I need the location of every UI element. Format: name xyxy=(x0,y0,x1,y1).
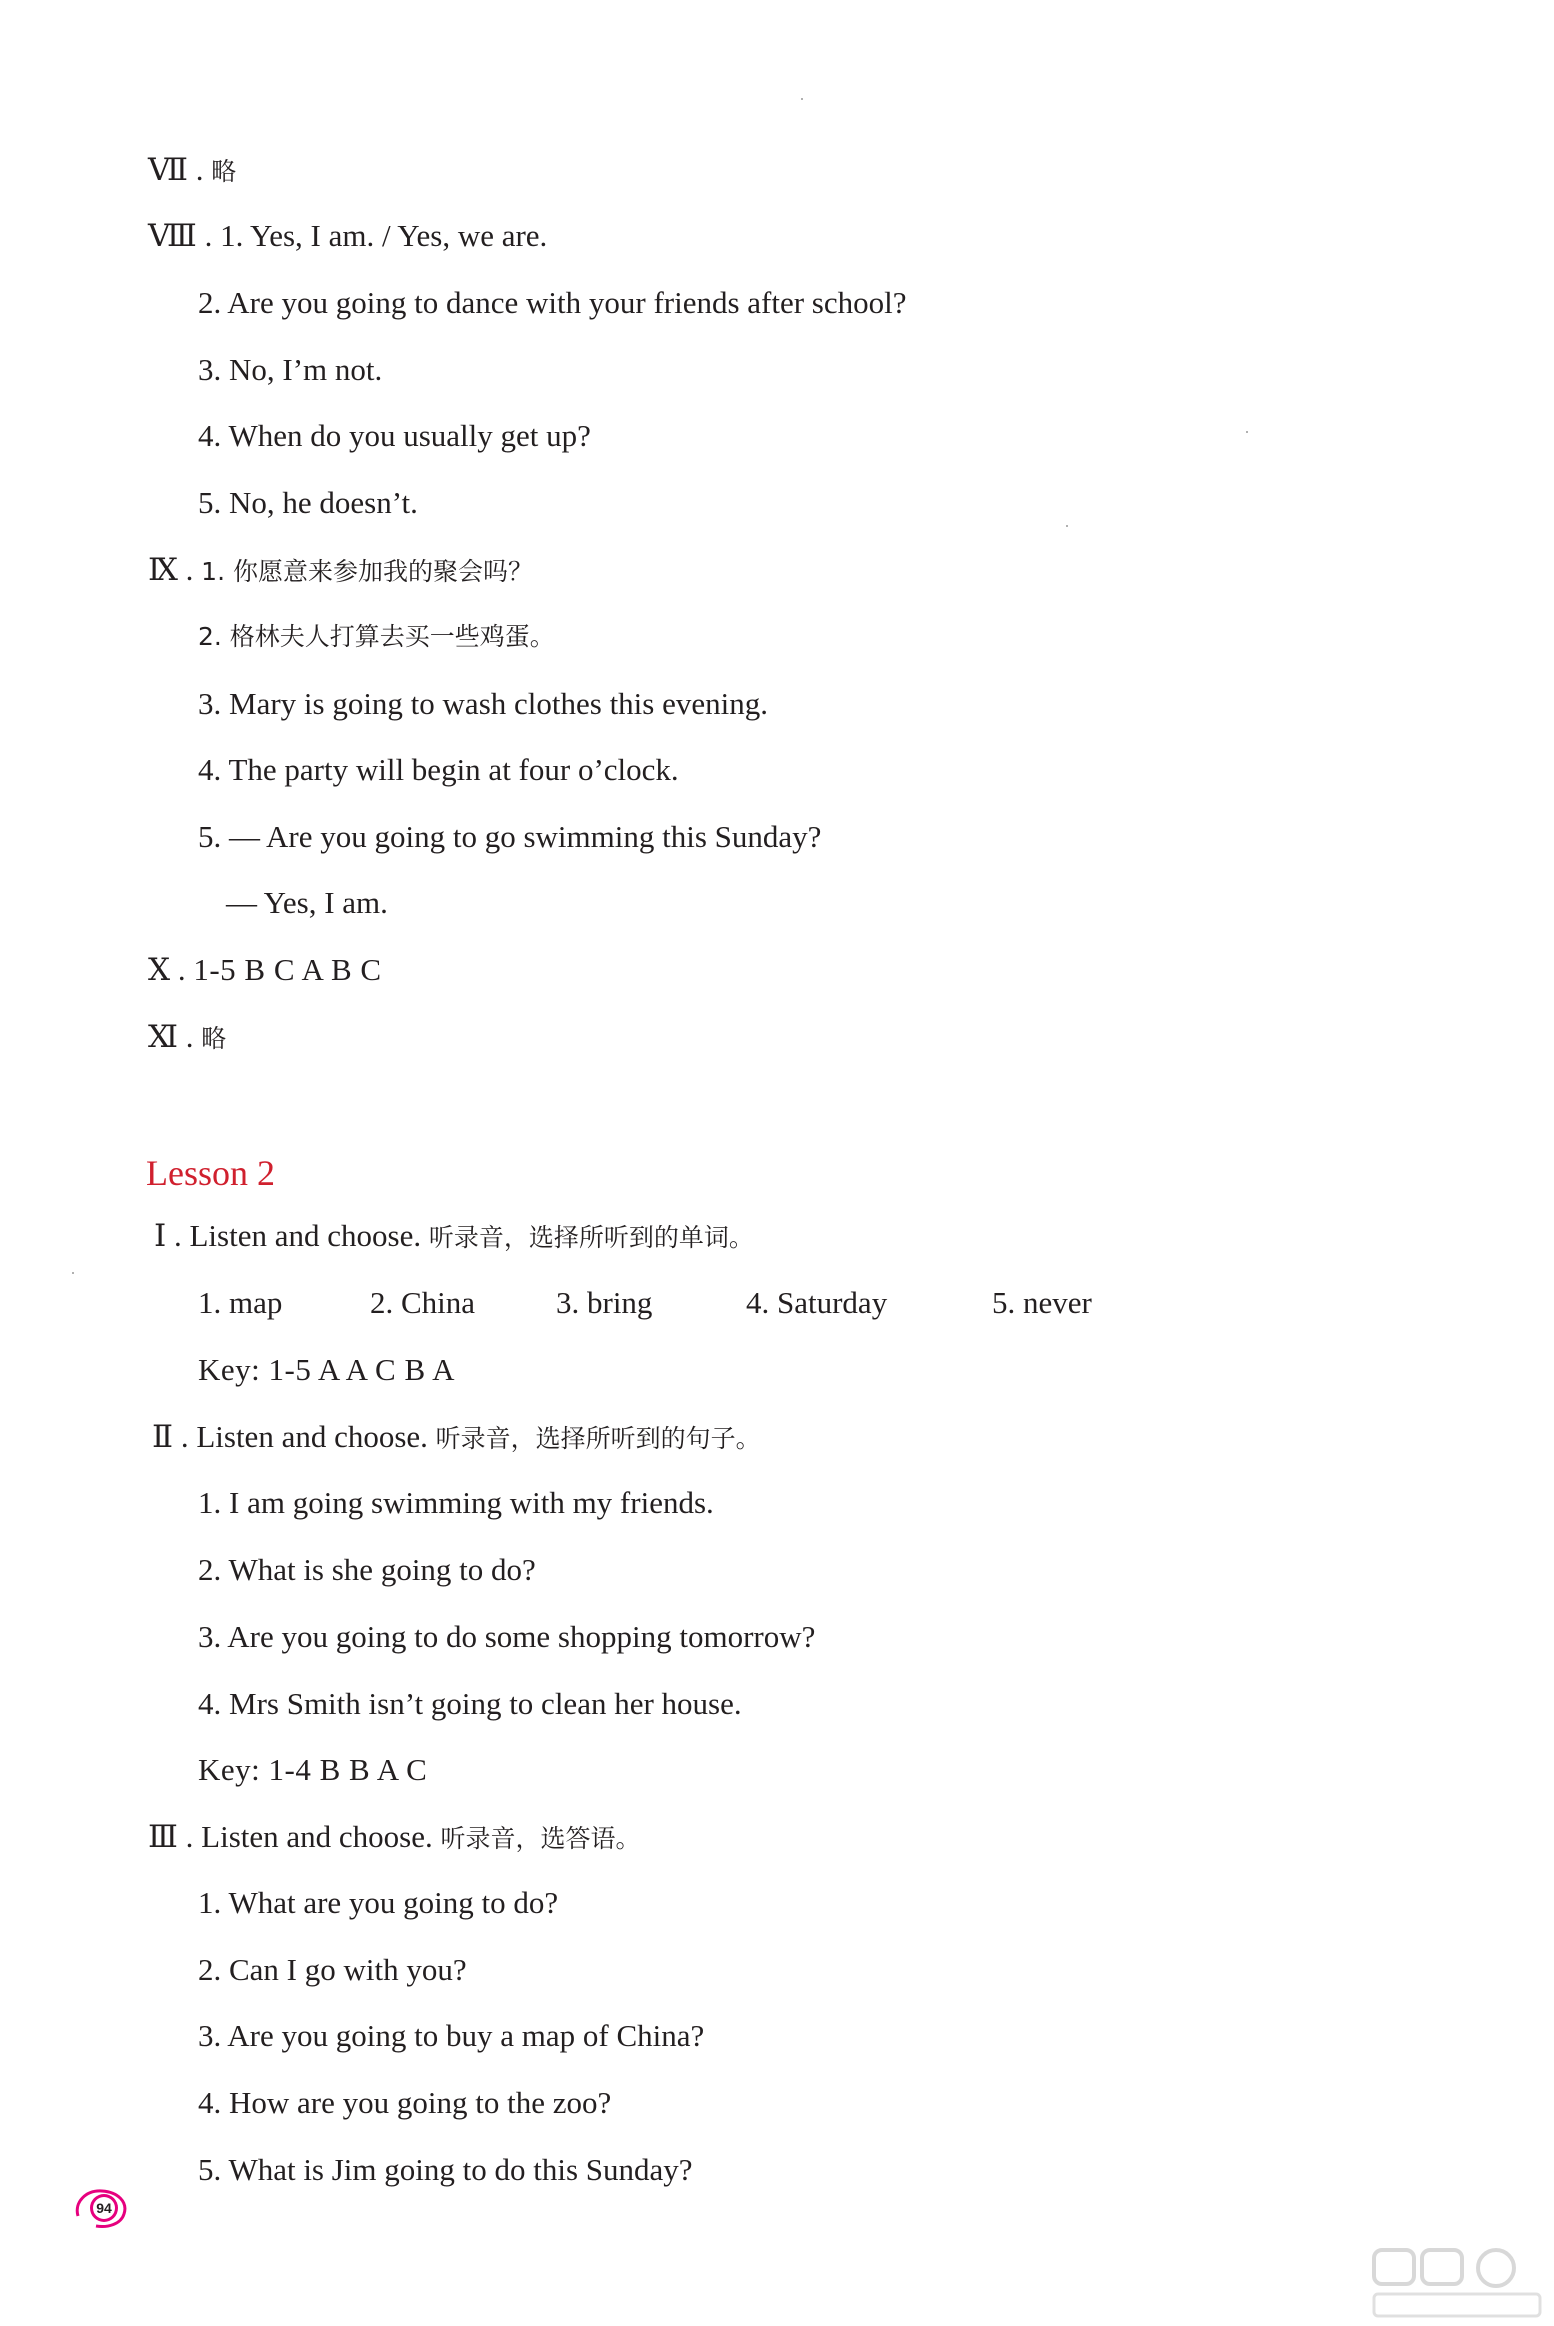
section-separator: . xyxy=(185,552,194,587)
instruction-zh: 听录音，选答语。 xyxy=(440,1824,641,1853)
sentence-item: 2. What is she going to do? xyxy=(198,1552,536,1587)
answer-item: 2. 格林夫人打算去买一些鸡蛋。 xyxy=(198,622,555,651)
instruction-en: Listen and choose. xyxy=(189,1218,422,1253)
section-answer: 1-5 B C A B C xyxy=(193,952,382,987)
part-numeral: Ⅰ xyxy=(154,1218,167,1253)
section-numeral: Ⅸ xyxy=(148,552,178,587)
watermark-logo xyxy=(1372,2246,1542,2322)
answer-key: Key: 1-5 A A C B A xyxy=(198,1352,456,1387)
question-item: 4. How are you going to the zoo? xyxy=(198,2085,612,2120)
sentence-item: 3. Are you going to do some shopping tomorrow? xyxy=(198,1619,816,1654)
section-numeral: Ⅹ xyxy=(148,952,171,987)
answer-item: 5. No, he doesn’t. xyxy=(198,485,418,520)
sentence-item: 4. Mrs Smith isn’t going to clean her house. xyxy=(198,1686,742,1721)
answer-item: — Yes, I am. xyxy=(226,885,388,920)
answer-item: 1. Yes, I am. / Yes, we are. xyxy=(220,218,548,253)
part-separator: . xyxy=(180,1419,189,1454)
answer-item: 4. The party will begin at four o’clock. xyxy=(198,752,679,787)
instruction-en: Listen and choose. xyxy=(201,1819,433,1854)
section-11 xyxy=(148,1017,226,1059)
word-item: 5. never xyxy=(992,1285,1092,1320)
word-item: 4. Saturday xyxy=(746,1285,888,1320)
answer-item: 1. 你愿意来参加我的聚会吗？ xyxy=(201,557,533,586)
part-separator: . xyxy=(174,1218,182,1253)
section-separator: . xyxy=(204,218,213,253)
page-number: 94 xyxy=(96,2200,112,2216)
section-7 xyxy=(148,150,236,192)
part-1-heading xyxy=(154,1216,754,1258)
answer-item: 3. Mary is going to wash clothes this evening. xyxy=(198,686,768,721)
question-item: 2. Can I go with you? xyxy=(198,1952,467,1987)
scan-speck xyxy=(801,98,803,100)
section-9 xyxy=(148,550,533,592)
section-answer: 略 xyxy=(201,1024,227,1053)
word-item: 3. bring xyxy=(556,1285,653,1320)
sentence-item: 1. I am going swimming with my friends. xyxy=(198,1485,714,1520)
instruction-en: Listen and choose. xyxy=(196,1419,428,1454)
answer-item: 4. When do you usually get up? xyxy=(198,418,591,453)
part-numeral: Ⅱ xyxy=(152,1419,174,1454)
part-2-heading xyxy=(152,1417,761,1459)
section-numeral: Ⅶ xyxy=(148,152,189,187)
section-numeral: Ⅺ xyxy=(148,1019,179,1054)
answer-item: 5. — Are you going to go swimming this Sunday? xyxy=(198,819,822,854)
scan-speck xyxy=(72,1272,74,1274)
part-separator: . xyxy=(185,1819,194,1854)
section-separator: . xyxy=(177,952,186,987)
word-item: 1. map xyxy=(198,1285,283,1320)
scan-speck xyxy=(1246,431,1248,433)
section-separator: . xyxy=(185,1019,194,1054)
section-separator: . xyxy=(195,152,204,187)
question-item: 5. What is Jim going to do this Sunday? xyxy=(198,2152,693,2187)
instruction-zh: 听录音，选择所听到的句子。 xyxy=(435,1424,761,1453)
section-answer: 略 xyxy=(211,157,237,186)
scan-speck xyxy=(1066,525,1068,527)
section-10 xyxy=(148,950,382,990)
answer-item: 2. Are you going to dance with your friends after school? xyxy=(198,285,907,320)
part-3-heading xyxy=(148,1817,641,1859)
question-item: 3. Are you going to buy a map of China? xyxy=(198,2018,705,2053)
section-numeral: Ⅷ xyxy=(148,218,197,253)
page-number-badge xyxy=(72,2186,130,2230)
answer-item: 3. No, I’m not. xyxy=(198,352,383,387)
part-numeral: Ⅲ xyxy=(148,1819,178,1854)
word-item: 2. China xyxy=(370,1285,476,1320)
instruction-zh: 听录音，选择所听到的单词。 xyxy=(428,1223,754,1252)
question-item: 1. What are you going to do? xyxy=(198,1885,559,1920)
section-8 xyxy=(148,216,547,256)
lesson-title: Lesson 2 xyxy=(146,1153,275,1193)
answer-key: Key: 1-4 B B A C xyxy=(198,1752,428,1787)
